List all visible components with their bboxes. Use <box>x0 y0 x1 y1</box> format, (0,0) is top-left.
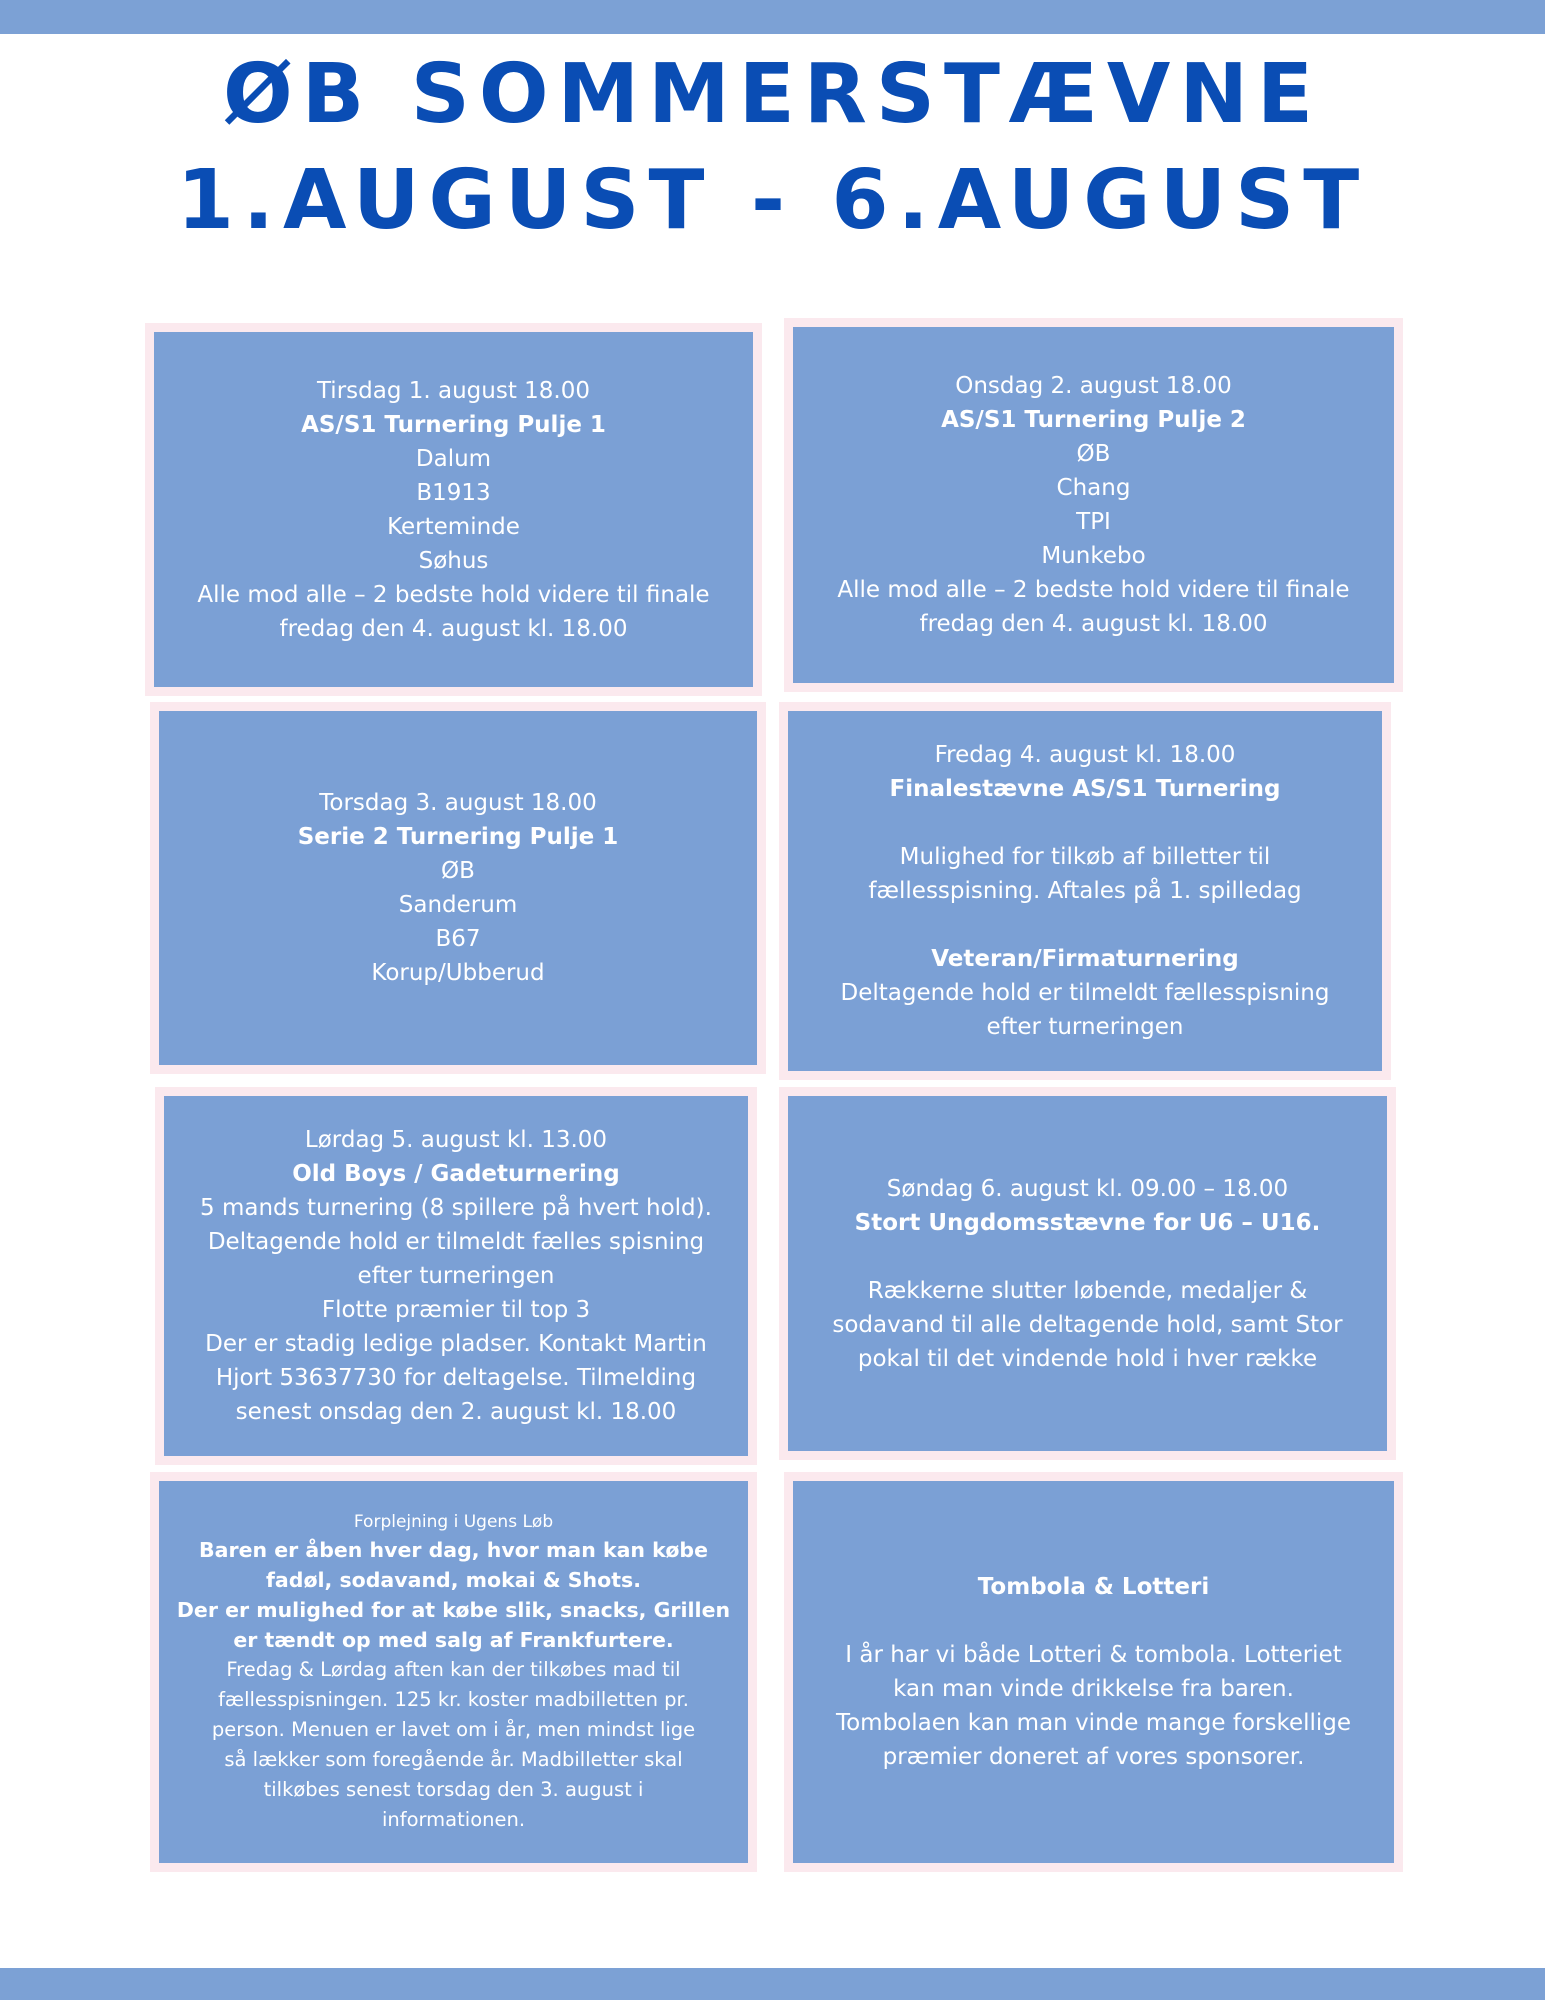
spacer <box>788 1240 1387 1274</box>
card-heading: Old Boys / Gadeturnering <box>292 1161 620 1187</box>
card-saturday <box>155 1087 757 1465</box>
card-text: Deltagende hold er tilmeldt fælles spisning <box>207 1229 705 1255</box>
team-name: Munkebo <box>1041 543 1146 569</box>
card-bold-text: Der er mulighed for at købe slik, snacks, Grillen <box>176 1598 731 1622</box>
top-band <box>0 0 1545 34</box>
card-text: Fredag & Lørdag aften kan der tilkøbes mad til <box>226 1658 681 1681</box>
card-text: fællesspisning. Aftales på 1. spilledag <box>868 878 1302 904</box>
card-text: 5 mands turnering (8 spillere på hvert hold). <box>200 1195 712 1221</box>
card-text: Rækkerne slutter løbende, medaljer & <box>867 1277 1308 1304</box>
team-name: Chang <box>1056 475 1131 501</box>
card-date: Fredag 4. august kl. 18.00 <box>934 742 1236 768</box>
team-name: Kerteminde <box>387 513 520 540</box>
card-text: Flotte præmier til top 3 <box>321 1297 591 1323</box>
card-bold-text: fadøl, sodavand, mokai & Shots. <box>266 1568 641 1592</box>
card-note: Alle mod alle – 2 bedste hold videre til finale <box>197 581 710 608</box>
card-heading: Finalestævne AS/S1 Turnering <box>889 776 1281 802</box>
team-name: ØB <box>1076 441 1111 467</box>
card-date: Tirsdag 1. august 18.00 <box>316 377 591 404</box>
bottom-band <box>0 1968 1545 2000</box>
card-text: så lækker som foregående år. Madbilletter skal <box>224 1748 683 1771</box>
card-text: Der er stadig ledige pladser. Kontakt Martin <box>205 1331 707 1357</box>
card-heading: AS/S1 Turnering Pulje 1 <box>301 411 606 438</box>
card-tombola <box>784 1472 1403 1872</box>
card-text: Mulighed for tilkøb af billetter til <box>899 844 1271 870</box>
spacer <box>793 1604 1394 1638</box>
spacer <box>788 806 1382 840</box>
card-catering <box>150 1472 757 1872</box>
card-subheading: Veteran/Firmaturnering <box>931 946 1239 972</box>
team-name: Sanderum <box>398 892 518 918</box>
card-text: Tombolaen kan man vinde mange forskellige <box>835 1710 1352 1736</box>
card-text: kan man vinde drikkelse fra baren. <box>893 1676 1294 1702</box>
card-title: Forplejning i Ugens Løb <box>353 1512 554 1532</box>
card-heading: Stort Ungdomsstævne for U6 – U16. <box>854 1209 1321 1236</box>
spacer <box>788 908 1382 942</box>
card-heading: Tombola & Lotteri <box>977 1574 1210 1600</box>
card-text: præmier doneret af vores sponsorer. <box>882 1744 1305 1770</box>
card-friday <box>779 702 1391 1080</box>
card-text: senest onsdag den 2. august kl. 18.00 <box>235 1399 677 1425</box>
team-name: B1913 <box>416 479 491 506</box>
card-heading: Serie 2 Turnering Pulje 1 <box>297 824 619 850</box>
card-text: sodavand til alle deltagende hold, samt Stor <box>832 1311 1343 1338</box>
card-heading: AS/S1 Turnering Pulje 2 <box>941 407 1246 433</box>
card-wednesday <box>784 318 1403 692</box>
card-note: fredag den 4. august kl. 18.00 <box>279 615 628 642</box>
card-date: Onsdag 2. august 18.00 <box>955 373 1232 399</box>
card-bold-text: er tændt op med salg af Frankfurtere. <box>233 1628 674 1652</box>
card-sunday <box>779 1087 1396 1460</box>
team-name: B67 <box>435 926 481 952</box>
card-bold-text: Baren er åben hver dag, hvor man kan købe <box>199 1538 708 1562</box>
card-date: Torsdag 3. august 18.00 <box>319 790 597 816</box>
card-text: efter turneringen <box>357 1263 555 1289</box>
card-text: informationen. <box>381 1808 526 1831</box>
card-text: efter turneringen <box>986 1014 1184 1040</box>
card-text: pokal til det vindende hold i hver række <box>857 1345 1318 1372</box>
team-name: ØB <box>441 858 475 884</box>
card-text: tilkøbes senest torsdag den 3. august i <box>263 1778 644 1801</box>
card-thursday <box>150 702 766 1074</box>
card-date: Søndag 6. august kl. 09.00 – 18.00 <box>886 1175 1289 1202</box>
page-title: ØB SOMMERSTÆVNE <box>223 47 1322 142</box>
card-text: I år har vi både Lotteri & tombola. Lotteriet <box>845 1642 1342 1668</box>
team-name: Dalum <box>415 445 492 472</box>
card-text: fællesspisningen. 125 kr. koster madbilletten pr. <box>218 1688 689 1711</box>
card-text: Hjort 53637730 for deltagelse. Tilmelding <box>215 1365 697 1391</box>
page-subtitle-dates: 1.AUGUST - 6.AUGUST <box>176 153 1369 248</box>
team-name: Søhus <box>418 547 489 574</box>
team-name: TPI <box>1076 509 1111 535</box>
card-text: person. Menuen er lavet om i år, men mindst lige <box>211 1718 696 1741</box>
card-text: Deltagende hold er tilmeldt fællesspisning <box>840 980 1330 1006</box>
card-date: Lørdag 5. august kl. 13.00 <box>304 1127 608 1153</box>
card-note: Alle mod alle – 2 bedste hold videre til finale <box>837 577 1350 603</box>
card-tuesday <box>145 323 762 696</box>
team-name: Korup/Ubberud <box>371 960 545 986</box>
card-note: fredag den 4. august kl. 18.00 <box>919 611 1268 637</box>
